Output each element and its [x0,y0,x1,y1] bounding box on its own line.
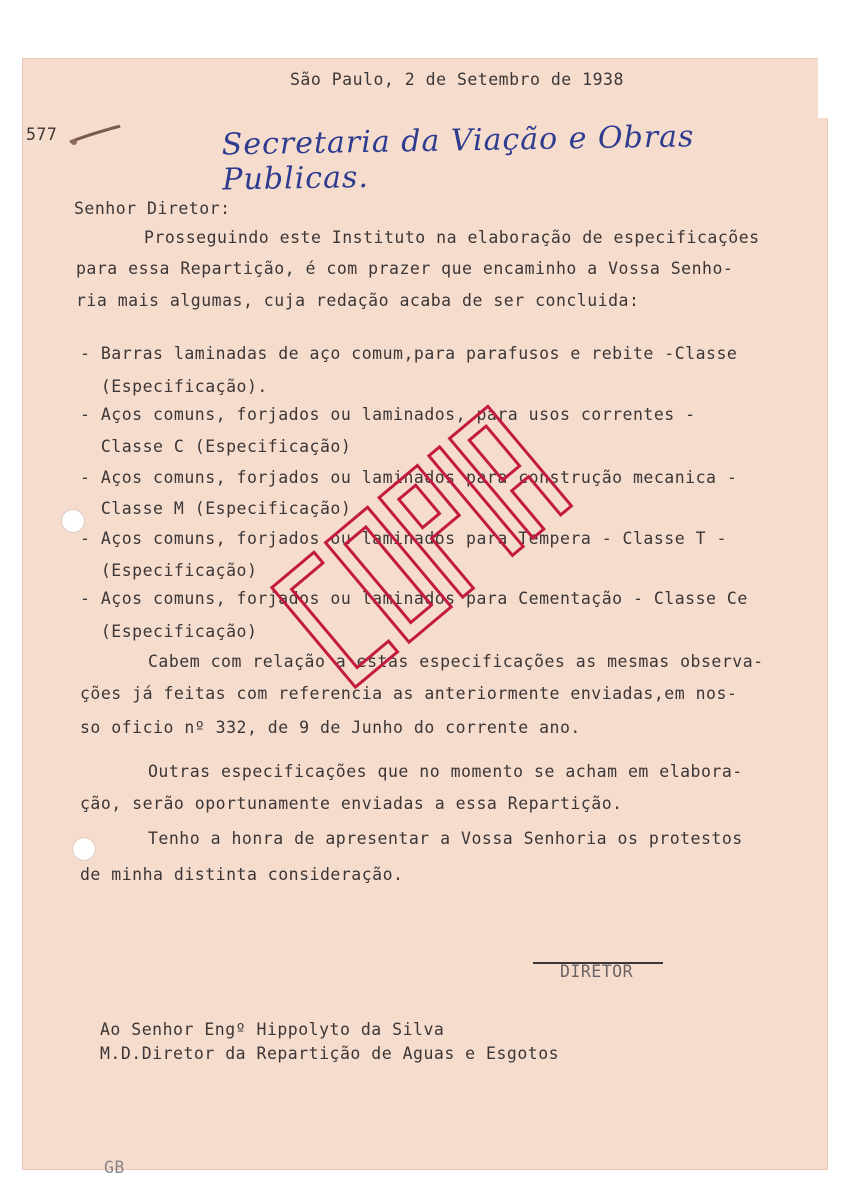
list-item: - Aços comuns, forjados ou laminados para Tempera - Classe T - [80,529,727,548]
paragraph-2-line-3: so oficio nº 332, de 9 de Junho do corrente ano. [80,718,581,737]
intro-line-2: para essa Repartição, é com prazer que encaminho a Vossa Senho- [76,259,734,278]
list-item: (Especificação) [80,622,258,641]
list-item: - Barras laminadas de aço comum,para parafusos e rebite -Classe [80,344,738,363]
paragraph-4-line-2: de minha distinta consideração. [80,865,404,884]
handwritten-title: Secretaria da Viação e Obras Publicas. [221,119,695,198]
paragraph-2-line-2: ções já feitas com referencia as anteriormente enviadas,em nos- [80,684,738,703]
list-item: - Aços comuns, forjados ou laminados para construção mecanica - [80,468,738,487]
list-item: - Aços comuns, forjados ou laminados, para usos correntes - [80,405,696,424]
stamp-letter-o [325,507,451,642]
stamp-letter-c [272,552,398,687]
list-item: Classe C (Especificação) [80,437,352,456]
list-item: Classe M (Especificação) [80,499,352,518]
paragraph-4-line-1: Tenho a honra de apresentar a Vossa Senhoria os protestos [148,829,743,848]
footer-initials: GB [104,1158,125,1177]
intro-line-1: Prosseguindo este Instituto na elaboração de especificações [144,228,760,247]
copia-stamp [240,380,580,720]
stamp-letter-i [429,447,523,556]
margin-number: 577 [26,125,58,144]
addressee-line-1: Ao Senhor Engº Hippolyto da Silva [100,1020,445,1039]
list-item: (Especificação). [80,377,268,396]
list-item: (Especificação) [80,561,258,580]
date-line: São Paulo, 2 de Setembro de 1938 [290,70,624,89]
list-item: - Aços comuns, forjados ou laminados para Cementação - Classe Ce [80,589,748,608]
punch-hole-bottom [72,837,96,861]
addressee-line-2: M.D.Diretor da Repartição de Aguas e Esgotos [100,1044,560,1063]
stain-mark [66,124,122,148]
stamp-letter-a [450,406,572,538]
paragraph-2-line-1: Cabem com relação a estas especificações as mesmas observa- [148,652,764,671]
paragraph-3-line-2: ção, serão oportunamente enviadas a essa Repartição. [80,794,623,813]
paragraph-3-line-1: Outras especificações que no momento se acham em elabora- [148,762,743,781]
salutation: Senhor Diretor: [74,199,231,218]
signature-label: DIRETOR [560,962,634,981]
intro-line-3: ria mais algumas, cuja redação acaba de ser concluida: [76,291,640,310]
stamp-letter-p [379,465,501,597]
page-edge [818,58,830,118]
